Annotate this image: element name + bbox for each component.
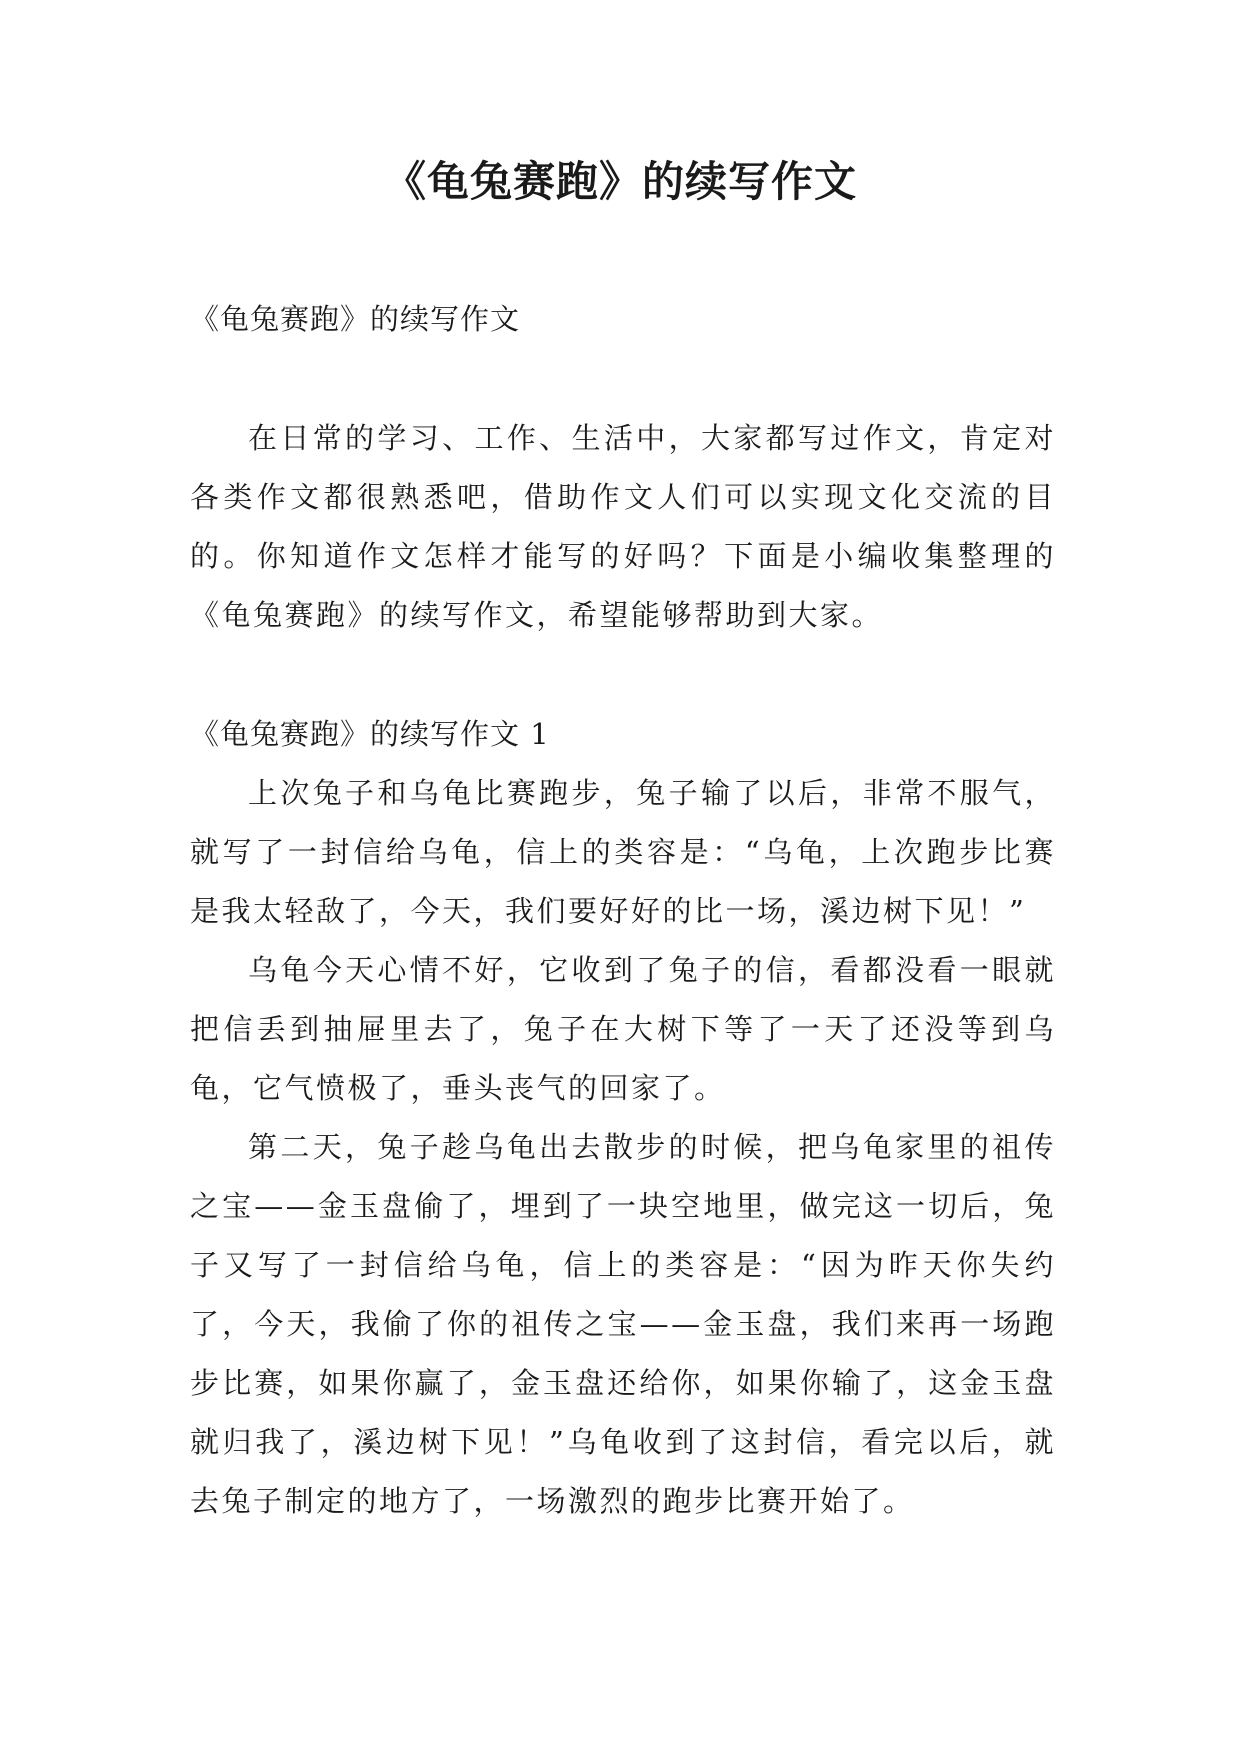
body-paragraph-2: 乌龟今天心情不好，它收到了兔子的信，看都没看一眼就把信丢到抽屉里去了，兔子在大树下等了一天了还没等到乌龟，它气愤极了，垂头丧气的回家了。 bbox=[190, 953, 1056, 1105]
intro-paragraph: 在日常的学习、工作、生活中，大家都写过作文，肯定对各类作文都很熟悉吧，借助作文人们可以实现文化交流的目的。你知道作文怎样才能写的好吗？下面是小编收集整理的《龟兔赛跑》的续写作文，希望能够帮助到大家。 bbox=[190, 421, 1056, 632]
body-paragraph-3: 第二天，兔子趁乌龟出去散步的时候，把乌龟家里的祖传之宝——金玉盘偷了，埋到了一块空地里，做完这一切后，兔子又写了一封信给乌龟，信上的类容是：“因为昨天你失约了，今天，我偷了你的祖传之宝——金玉盘，我们来再一场跑步比赛，如果你赢了，金玉盘还给你，如果你输了，这金玉盘就归我了，溪边树下见！”乌龟收到了这封信，看完以后，就去兔子制定的地方了，一场激烈的跑步比赛开始了。 bbox=[190, 1130, 1056, 1518]
document-title: 《龟兔赛跑》的续写作文 bbox=[383, 157, 857, 206]
document-subtitle: 《龟兔赛跑》的续写作文 bbox=[190, 302, 521, 336]
body-paragraph-1: 上次兔子和乌龟比赛跑步，兔子输了以后，非常不服气，就写了一封信给乌龟，信上的类容是：“乌龟，上次跑步比赛是我太轻敌了，今天，我们要好好的比一场，溪边树下见！” bbox=[190, 776, 1056, 928]
document-body bbox=[190, 290, 1056, 1531]
section-heading: 《龟兔赛跑》的续写作文 1 bbox=[190, 717, 550, 751]
